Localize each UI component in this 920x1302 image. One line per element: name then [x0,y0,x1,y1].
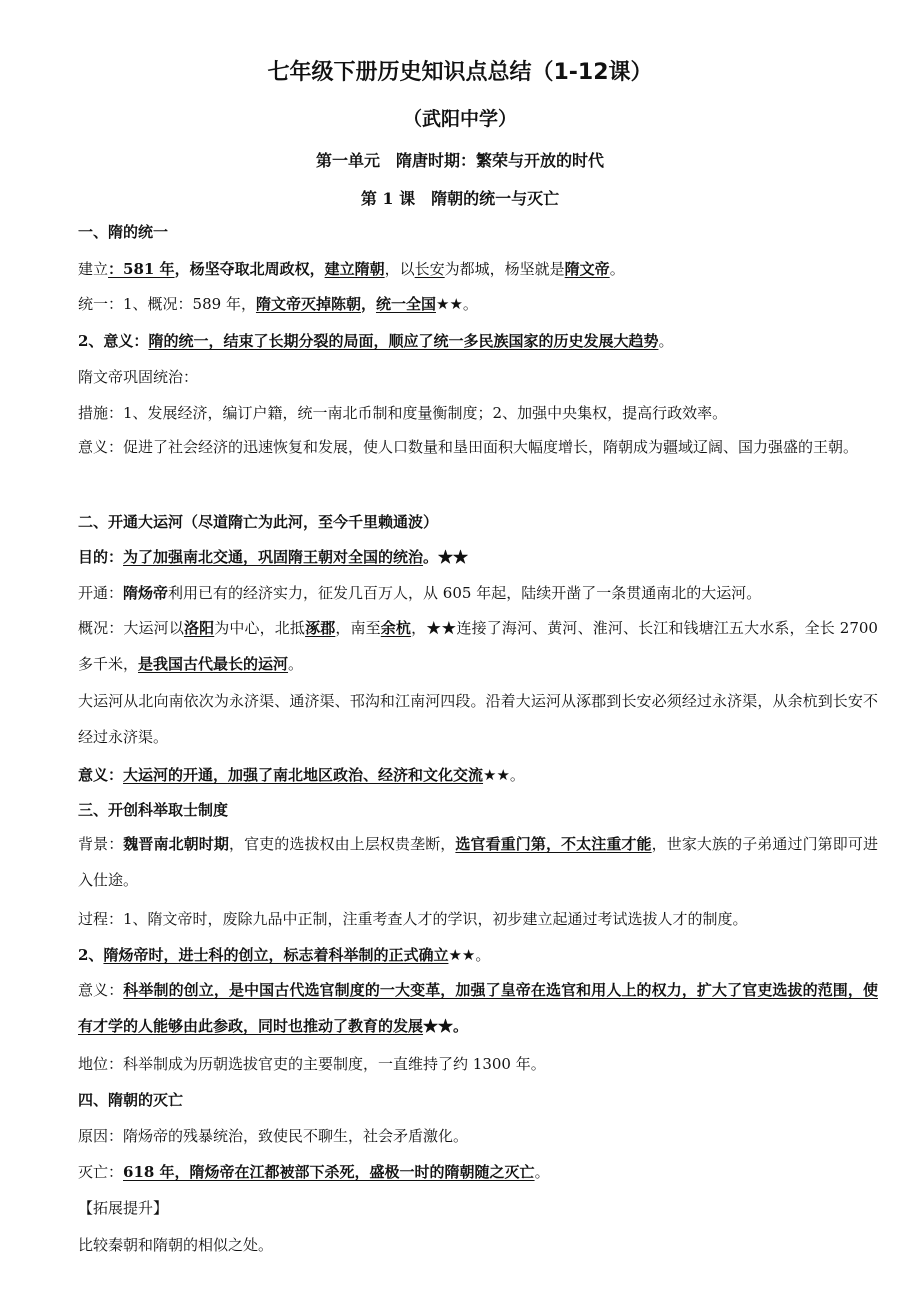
s1-meaning: 意义：促进了社会经济的迅速恢复和发展，使人口数量和垦田面积大幅度增长，隋朝成为疆域辽阔、国力强盛的王朝。 [78,438,859,456]
s3-establish: 2、隋炀帝时，进士科的创立，标志着科举制的正式确立★★。 [78,946,491,964]
s1-significance: 2、意义：隋的统一，结束了长期分裂的局面，顺应了统一多民族国家的历史发展大趋势。 [78,332,674,350]
s1-establish: 建立：581 年，杨坚夺取北周政权，建立隋朝，以长安为都城，杨坚就是隋文帝。 [78,260,625,278]
section-4-heading: 四、隋朝的灭亡 [78,1091,184,1109]
school-subtitle: （武阳中学） [402,108,517,130]
s1-consolidate: 隋文帝巩固统治： [78,368,199,386]
s3-process: 过程：1、隋文帝时，废除九品中正制，注重考查人才的学识，初步建立起通过考试选拔人才的制度。 [78,910,748,928]
s2-overview: 概况：大运河以洛阳为中心，北抵涿郡，南至余杭，★★连接了海河、黄河、淮河、长江和钱塘江五大水系，全长 2700 多千米，是我国古代最长的运河。 [78,619,878,673]
s2-open: 开通：隋炀帝利用已有的经济实力，征发几百万人，从 605 年起，陆续开凿了一条贯通南北的大运河。 [78,584,762,602]
s3-background: 背景：魏晋南北朝时期，官吏的选拔权由上层权贵垄断，选官看重门第，不太注重才能，世家大族的子弟通过门第即可进入仕途。 [78,835,878,889]
s1-measures: 措施：1、发展经济，编订户籍，统一南北币制和度量衡制度；2、加强中央集权，提高行政效率。 [78,404,728,422]
lesson-heading: 第 1 课 隋朝的统一与灭亡 [360,189,560,208]
page-title: 七年级下册历史知识点总结（1-12课） [267,60,653,85]
unit-heading: 第一单元 隋唐时期：繁荣与开放的时代 [315,151,604,170]
s2-purpose: 目的：为了加强南北交通，巩固隋王朝对全国的统治。★★ [78,548,469,566]
s1-unify: 统一：1、概况：589 年，隋文帝灭掉陈朝，统一全国★★。 [78,295,478,313]
s3-significance: 意义：科举制的创立，是中国古代选官制度的一大变革，加强了皇帝在选官和用人上的权力，扩大了官吏选拔的范围，使有才学的人能够由此参政，同时也推动了教育的发展★★。 [78,981,878,1035]
section-3-heading: 三、开创科举取士制度 [78,801,229,819]
s2-sections: 大运河从北向南依次为永济渠、通济渠、邗沟和江南河四段。沿着大运河从涿郡到长安必须经过永济渠，从余杭到长安不经过永济渠。 [78,692,878,746]
extension-heading: 【拓展提升】 [78,1199,169,1217]
s2-significance: 意义：大运河的开通，加强了南北地区政治、经济和文化交流★★。 [78,766,525,784]
s4-fall: 灭亡：618 年，隋炀帝在江都被部下杀死，盛极一时的隋朝随之灭亡。 [78,1163,550,1181]
section-2-heading: 二、开通大运河（尽道隋亡为此河，至今千里赖通波） [78,513,439,531]
s4-cause: 原因：隋炀帝的残暴统治，致使民不聊生，社会矛盾激化。 [78,1127,469,1145]
extension-question: 比较秦朝和隋朝的相似之处。 [78,1236,274,1254]
s3-status: 地位：科举制成为历朝选拔官吏的主要制度，一直维持了约 1300 年。 [78,1055,546,1073]
section-1-heading: 一、隋的统一 [78,223,169,241]
